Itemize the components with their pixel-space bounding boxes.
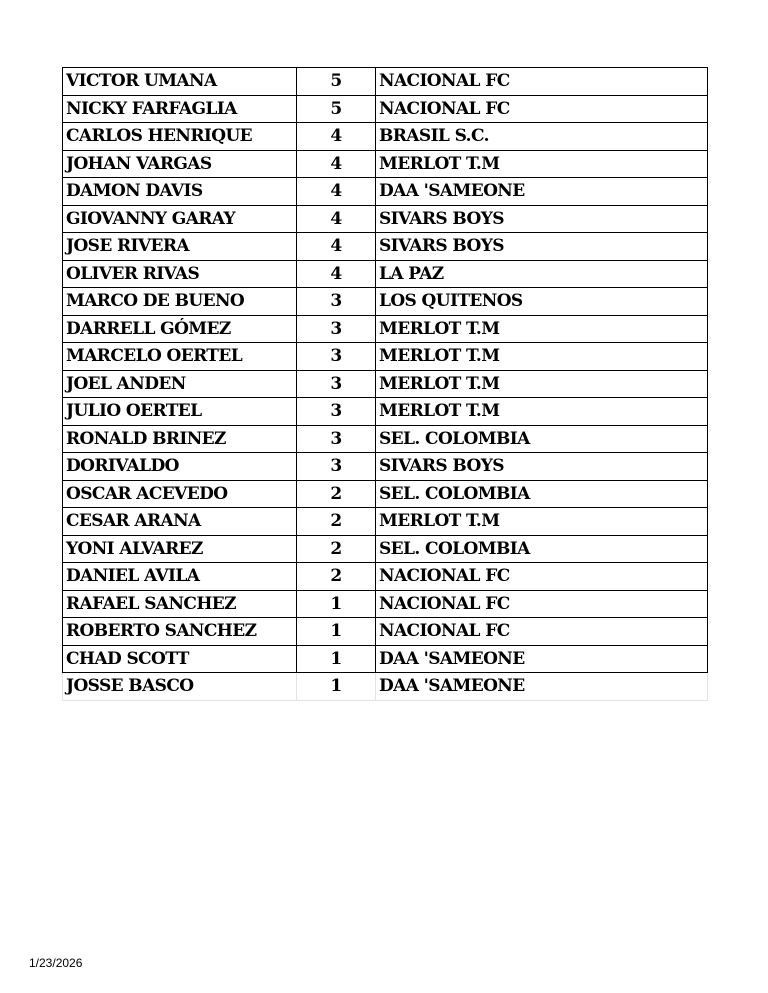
player-name: RONALD BRINEZ — [63, 425, 297, 453]
team-name: NACIONAL FC — [376, 68, 708, 96]
team-name: LOS QUITENOS — [376, 288, 708, 316]
table-row — [63, 233, 708, 261]
print-date: 1/23/2026 — [29, 956, 83, 970]
team-name: SEL. COLOMBIA — [376, 425, 708, 453]
goal-count: 3 — [297, 343, 376, 371]
goal-count: 1 — [297, 590, 376, 618]
table-row — [63, 370, 708, 398]
goal-count: 3 — [297, 453, 376, 481]
player-name: JOSSE BASCO — [63, 673, 297, 701]
goal-count: 2 — [297, 508, 376, 536]
player-name: DORIVALDO — [63, 453, 297, 481]
table-row — [63, 260, 708, 288]
player-name: JULIO OERTEL — [63, 398, 297, 426]
goal-count: 4 — [297, 205, 376, 233]
goal-count: 3 — [297, 288, 376, 316]
table-row — [63, 95, 708, 123]
table-row — [63, 508, 708, 536]
team-name: MERLOT T.M — [376, 398, 708, 426]
goal-count: 2 — [297, 563, 376, 591]
team-name: SEL. COLOMBIA — [376, 480, 708, 508]
player-name: DAMON DAVIS — [63, 178, 297, 206]
goal-count: 2 — [297, 535, 376, 563]
goal-count: 5 — [297, 95, 376, 123]
table-row — [63, 590, 708, 618]
goal-count: 4 — [297, 123, 376, 151]
team-name: NACIONAL FC — [376, 95, 708, 123]
goal-count: 4 — [297, 260, 376, 288]
table-row — [63, 205, 708, 233]
player-name: MARCELO OERTEL — [63, 343, 297, 371]
goal-count: 3 — [297, 425, 376, 453]
table-row — [63, 563, 708, 591]
goal-count: 1 — [297, 618, 376, 646]
player-name: JOEL ANDEN — [63, 370, 297, 398]
player-name: RAFAEL SANCHEZ — [63, 590, 297, 618]
goal-count: 4 — [297, 178, 376, 206]
team-name: SIVARS BOYS — [376, 205, 708, 233]
team-name: NACIONAL FC — [376, 618, 708, 646]
table-row — [63, 68, 708, 96]
team-name: SEL. COLOMBIA — [376, 535, 708, 563]
team-name: BRASIL S.C. — [376, 123, 708, 151]
goal-count: 3 — [297, 370, 376, 398]
goal-count: 4 — [297, 233, 376, 261]
scorers-table — [62, 67, 708, 701]
player-name: DARRELL GÓMEZ — [63, 315, 297, 343]
table-row — [63, 315, 708, 343]
team-name: MERLOT T.M — [376, 315, 708, 343]
player-name: OLIVER RIVAS — [63, 260, 297, 288]
table-row — [63, 535, 708, 563]
player-name: OSCAR ACEVEDO — [63, 480, 297, 508]
team-name: NACIONAL FC — [376, 590, 708, 618]
player-name: NICKY FARFAGLIA — [63, 95, 297, 123]
table-row — [63, 425, 708, 453]
table-row — [63, 453, 708, 481]
table-row — [63, 398, 708, 426]
team-name: SIVARS BOYS — [376, 233, 708, 261]
player-name: YONI ALVAREZ — [63, 535, 297, 563]
table-row — [63, 618, 708, 646]
player-name: CHAD SCOTT — [63, 645, 297, 673]
goal-count: 2 — [297, 480, 376, 508]
goal-count: 1 — [297, 645, 376, 673]
team-name: MERLOT T.M — [376, 370, 708, 398]
table-row — [63, 343, 708, 371]
goal-count: 3 — [297, 315, 376, 343]
table-row — [63, 123, 708, 151]
team-name: DAA 'SAMEONE — [376, 178, 708, 206]
player-name: VICTOR UMANA — [63, 68, 297, 96]
player-name: JOSE RIVERA — [63, 233, 297, 261]
team-name: DAA 'SAMEONE — [376, 673, 708, 701]
team-name: MERLOT T.M — [376, 508, 708, 536]
player-name: DANIEL AVILA — [63, 563, 297, 591]
goal-count: 4 — [297, 150, 376, 178]
table-row — [63, 150, 708, 178]
goal-count: 3 — [297, 398, 376, 426]
player-name: MARCO DE BUENO — [63, 288, 297, 316]
team-name: MERLOT T.M — [376, 343, 708, 371]
table-row — [63, 645, 708, 673]
table-row — [63, 673, 708, 701]
goal-count: 1 — [297, 673, 376, 701]
team-name: NACIONAL FC — [376, 563, 708, 591]
table-row — [63, 178, 708, 206]
player-name: CESAR ARANA — [63, 508, 297, 536]
player-name: GIOVANNY GARAY — [63, 205, 297, 233]
goal-count: 5 — [297, 68, 376, 96]
table-row — [63, 480, 708, 508]
team-name: DAA 'SAMEONE — [376, 645, 708, 673]
player-name: JOHAN VARGAS — [63, 150, 297, 178]
scorers-table-body — [63, 68, 708, 701]
team-name: LA PAZ — [376, 260, 708, 288]
player-name: CARLOS HENRIQUE — [63, 123, 297, 151]
team-name: MERLOT T.M — [376, 150, 708, 178]
table-row — [63, 288, 708, 316]
player-name: ROBERTO SANCHEZ — [63, 618, 297, 646]
team-name: SIVARS BOYS — [376, 453, 708, 481]
